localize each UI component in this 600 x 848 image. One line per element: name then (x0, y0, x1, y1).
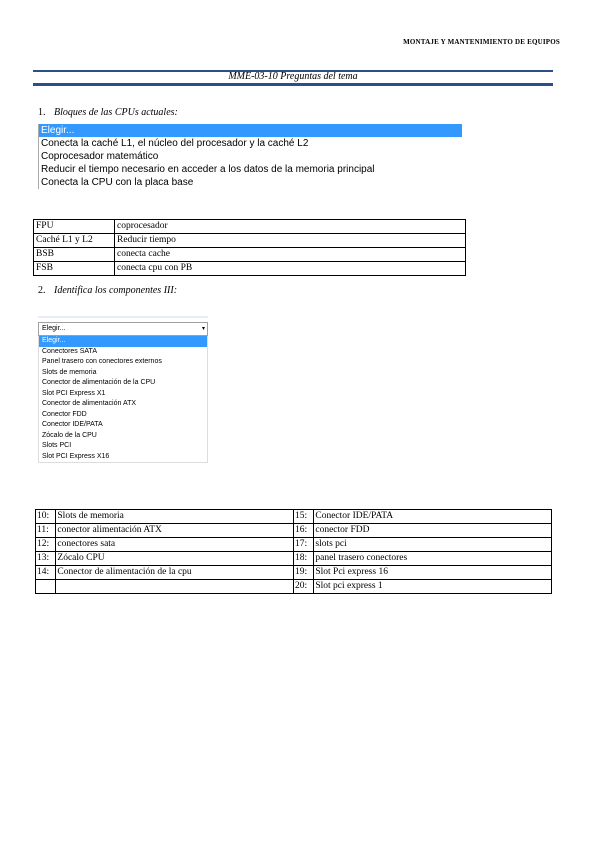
dropdown-option[interactable]: Zócalo de la CPU (42, 431, 97, 439)
number-cell: 13: (36, 552, 56, 566)
section-banner (33, 70, 553, 84)
dropdown-option[interactable]: Slot PCI Express X16 (42, 452, 110, 460)
question-2 (38, 285, 177, 296)
term-cell: FPU (34, 220, 115, 234)
number-cell: 16: (293, 524, 313, 538)
dropdown-option[interactable]: Elegir... (39, 336, 207, 347)
component-cell: conectores sata (56, 538, 294, 552)
number-cell: 14: (36, 566, 56, 580)
dropdown-arrow-icon[interactable]: ▾ (201, 326, 205, 332)
component-cell: slots pci (314, 538, 552, 552)
dropdown-option[interactable]: Slots PCI (42, 442, 72, 449)
table-row (34, 220, 466, 234)
component-cell: panel trasero conectores (314, 552, 552, 566)
dropdown-option[interactable]: Coprocesador matemático (41, 151, 159, 162)
answer-cell: Reducir tiempo (115, 234, 466, 248)
dropdown-option[interactable]: Conector de alimentación de la CPU (42, 379, 156, 386)
question-2-dropdown-list[interactable] (38, 336, 208, 463)
question-2-number: 2. (38, 285, 46, 296)
dropdown-option[interactable]: Conector FDD (42, 410, 87, 418)
table-row (36, 538, 552, 552)
table-row (36, 552, 552, 566)
number-cell: 12: (36, 538, 56, 552)
question-2-dropdown[interactable] (38, 322, 208, 463)
dropdown-option[interactable]: Conecta la CPU con la placa base (41, 177, 194, 188)
table-row (36, 510, 552, 524)
dropdown-option[interactable]: Slot PCI Express X1 (42, 389, 106, 397)
term-cell: BSB (34, 248, 115, 262)
table-row (34, 234, 466, 248)
question-1-answer-table (33, 219, 466, 276)
component-cell: Slot pci express 1 (314, 580, 552, 594)
number-cell: 11: (36, 524, 56, 538)
dropdown-option[interactable]: Conecta la caché L1, el núcleo del procesador y la caché L2 (41, 138, 309, 149)
dropdown-option[interactable]: Panel trasero con conectores externos (42, 358, 162, 365)
component-cell (56, 580, 294, 594)
answer-cell: conecta cache (115, 248, 466, 262)
number-cell: 17: (293, 538, 313, 552)
term-cell: FSB (34, 262, 115, 276)
term-cell: Caché L1 y L2 (34, 234, 115, 248)
dropdown-option[interactable]: Conector IDE/PATA (42, 421, 103, 428)
number-cell: 10: (36, 510, 56, 524)
dropdown-top-strip (38, 316, 208, 318)
component-cell: Zócalo CPU (56, 552, 294, 566)
number-cell: 18: (293, 552, 313, 566)
component-cell: Conector IDE/PATA (314, 510, 552, 524)
table-row (36, 580, 552, 594)
dropdown-left-border (38, 124, 39, 189)
dropdown-option[interactable]: Conector de alimentación ATX (42, 400, 137, 407)
table-row (34, 262, 466, 276)
answer-cell: coprocesador (115, 220, 466, 234)
component-cell: conector FDD (314, 524, 552, 538)
question-1-dropdown-list[interactable] (38, 124, 462, 189)
table-row (34, 248, 466, 262)
dropdown-option[interactable]: Conectores SATA (42, 347, 97, 355)
component-cell: Conector de alimentación de la cpu (56, 566, 294, 580)
question-1 (38, 107, 178, 118)
question-2-answer-table (35, 509, 552, 594)
question-1-number: 1. (38, 107, 46, 118)
answer-cell: conecta cpu con PB (115, 262, 466, 276)
document-header: MONTAJE Y MANTENIMIENTO DE EQUIPOS (403, 38, 560, 46)
number-cell (36, 580, 56, 594)
number-cell: 20: (293, 580, 313, 594)
banner-bottom-rule (33, 83, 553, 86)
dropdown-option[interactable]: Reducir el tiempo necesario en acceder a los datos de la memoria principal (41, 164, 375, 175)
component-cell: Slots de memoria (56, 510, 294, 524)
dropdown-option[interactable]: Elegir... (38, 124, 462, 137)
question-2-text: Identifica los componentes III: (54, 285, 178, 296)
number-cell: 15: (293, 510, 313, 524)
component-cell: conector alimentación ATX (56, 524, 294, 538)
banner-title: MME-03-10 Preguntas del tema (228, 71, 358, 82)
select-value: Elegir... (42, 325, 66, 332)
number-cell: 19: (293, 566, 313, 580)
question-1-text: Bloques de las CPUs actuales: (54, 107, 178, 118)
table-row (36, 524, 552, 538)
dropdown-option[interactable]: Slots de memoria (42, 368, 97, 376)
question-2-select-box[interactable] (38, 322, 208, 336)
component-cell: Slot Pci express 16 (314, 566, 552, 580)
table-row (36, 566, 552, 580)
